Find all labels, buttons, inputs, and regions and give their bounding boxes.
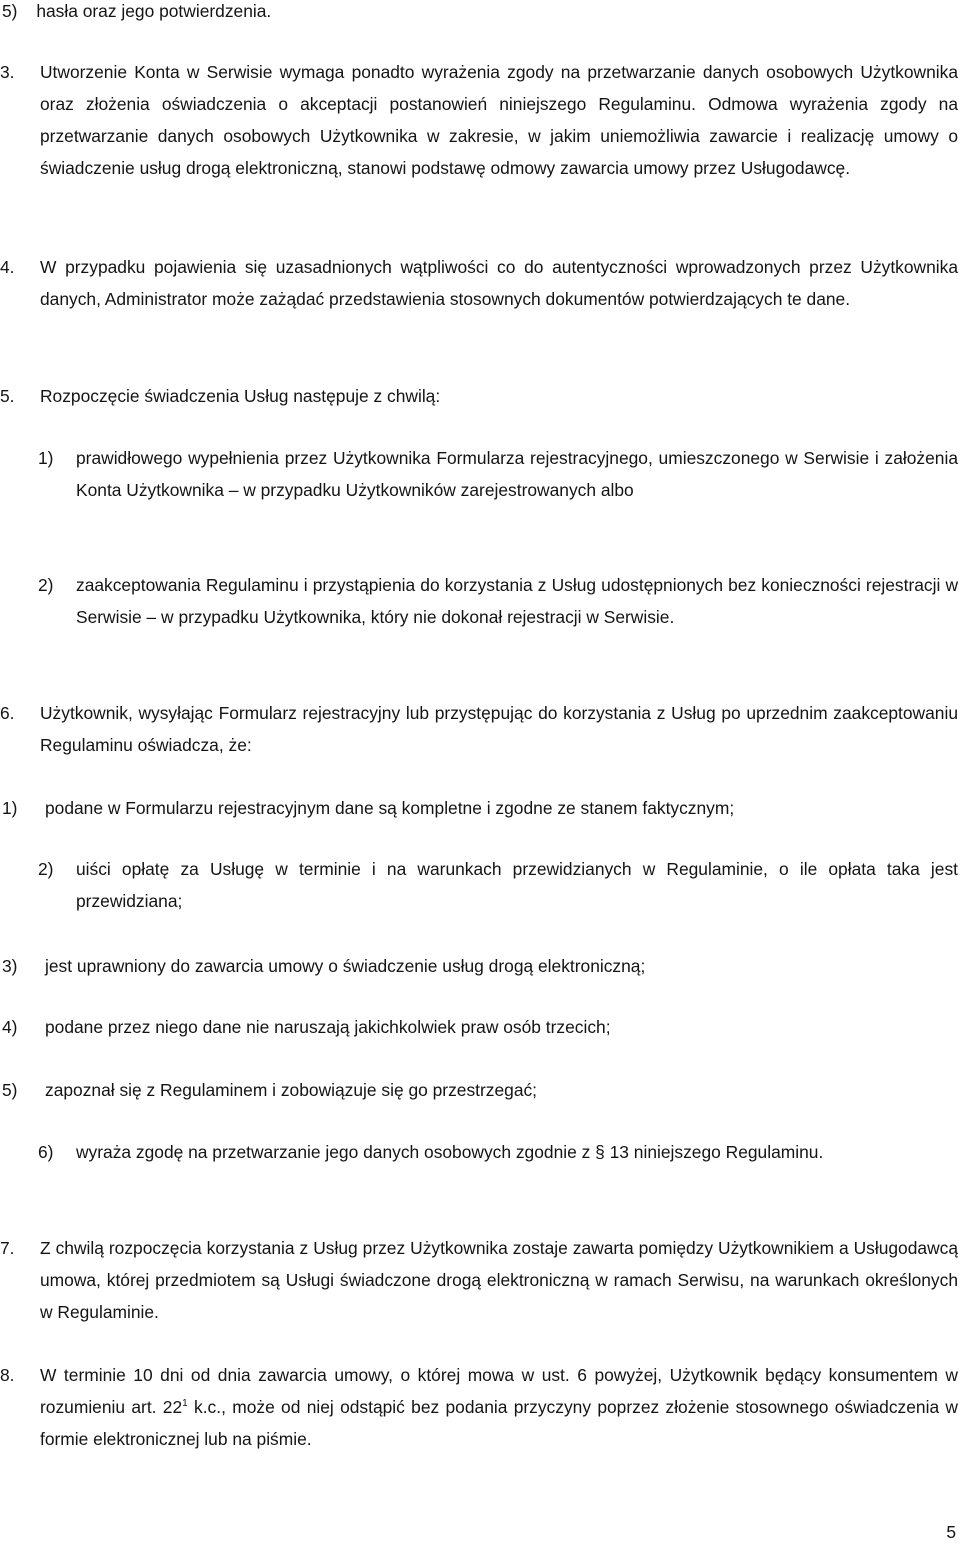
item-number: 2): [38, 575, 54, 595]
list-item: [0, 950, 958, 982]
paragraph-4: [0, 251, 958, 315]
paragraph-text: W terminie 10 dni od dnia zawarcia umowy, o której mowa w ust. 6 powyżej, Użytkownik będący konsumentem w rozumieniu art. 22: [40, 1365, 958, 1417]
list-item: [38, 853, 958, 917]
item-text: zaakceptowania Regulaminu i przystąpienia do korzystania z Usług udostępnionych bez konieczności rejestracji w Serwisie – w przypadku Użytkownika, który nie dokonał rejestracji w Serwisie.: [76, 575, 958, 627]
paragraph-text: k.c., może od niej odstąpić bez podania przyczyny poprzez złożenie stosownego oświadczenia w formie elektronicznej lub na piśmie.: [40, 1397, 958, 1449]
page-number: 5: [946, 1522, 956, 1542]
item-number: 1): [2, 798, 18, 818]
item-text: uiści opłatę za Usługę w terminie i na warunkach przewidzianych w Regulaminie, o ile opłata taka jest przewidziana;: [76, 859, 958, 911]
paragraph-text: Z chwilą rozpoczęcia korzystania z Usług przez Użytkownika zostaje zawarta pomiędzy Użytkownikiem a Usługodawcą umowa, której przedmiotem są Usługi świadczone drogą elektroniczną w ramach Serwisu, na warunkach określonych w Regulaminie.: [40, 1238, 958, 1322]
item-number: 6.: [0, 703, 15, 723]
item-text: wyraża zgodę na przetwarzanie jego danych osobowych zgodnie z § 13 niniejszego Regulaminu.: [76, 1142, 824, 1162]
paragraph-text: Użytkownik, wysyłając Formularz rejestracyjny lub przystępując do korzystania z Usług po uprzednim zaakceptowaniu Regulaminu oświadcza, że:: [40, 703, 958, 755]
item-number: 7.: [0, 1238, 15, 1258]
item-number: 1): [38, 448, 54, 468]
item-number: 5.: [0, 386, 15, 406]
item-text: zapoznał się z Regulaminem i zobowiązuje się go przestrzegać;: [45, 1080, 538, 1100]
item-number: 4): [2, 1017, 18, 1037]
list-item: [38, 569, 958, 633]
paragraph-text: Rozpoczęcie świadczenia Usług następuje z chwilą:: [40, 386, 441, 406]
list-item: [0, 792, 958, 824]
item-number: 5): [2, 1080, 18, 1100]
paragraph-6: [0, 697, 958, 761]
item-number: 2): [38, 859, 54, 879]
paragraph-text: W przypadku pojawienia się uzasadnionych wątpliwości co do autentyczności wprowadzonych przez Użytkownika danych, Administrator może zażądać przedstawienia stosownych dokumentów potwierdzających te dane.: [40, 257, 958, 309]
paragraph-text: Odmowa wyrażenia zgody na przetwarzanie danych osobowych Użytkownika w zakresie, w jakim uniemożliwia zawarcie i realizację umowy o świadczenie usług drogą elektroniczną, stanowi podstawę odmowy zawarcia umowy przez Usługodawcę.: [40, 94, 958, 178]
list-item: [0, 1074, 958, 1106]
item-number: 8.: [0, 1365, 15, 1385]
item-number: 6): [38, 1142, 54, 1162]
item-number: 4.: [0, 257, 15, 277]
item-text: hasła oraz jego potwierdzenia.: [36, 1, 272, 21]
list-item: [38, 1136, 958, 1168]
paragraph-text: Utworzenie Konta w Serwisie wymaga ponadto wyrażenia zgody na przetwarzanie danych osobowych Użytkownika oraz złożenia oświadczenia o akceptacji postanowień niniejszego Regulaminu.: [40, 62, 958, 114]
paragraph-3: [0, 56, 958, 184]
item-number: 3): [2, 956, 18, 976]
paragraph-5: [0, 380, 958, 412]
item-number: 5): [2, 1, 18, 21]
paragraph-8: [0, 1359, 958, 1455]
paragraph-7: [0, 1232, 958, 1328]
item-text: podane przez niego dane nie naruszają jakichkolwiek praw osób trzecich;: [45, 1017, 611, 1037]
list-item: [0, 1011, 958, 1043]
item-text: podane w Formularzu rejestracyjnym dane są kompletne i zgodne ze stanem faktycznym;: [45, 798, 735, 818]
item-text: prawidłowego wypełnienia przez Użytkownika Formularza rejestracyjnego, umieszczonego w Serwisie i założenia Konta Użytkownika – w przypadku Użytkowników zarejestrowanych albo: [76, 448, 958, 500]
list-item: [38, 442, 958, 506]
item-text: jest uprawniony do zawarcia umowy o świadczenie usług drogą elektroniczną;: [45, 956, 646, 976]
item-number: 3.: [0, 62, 15, 82]
superscript: 1: [182, 1398, 188, 1410]
list-item: [2, 0, 902, 22]
